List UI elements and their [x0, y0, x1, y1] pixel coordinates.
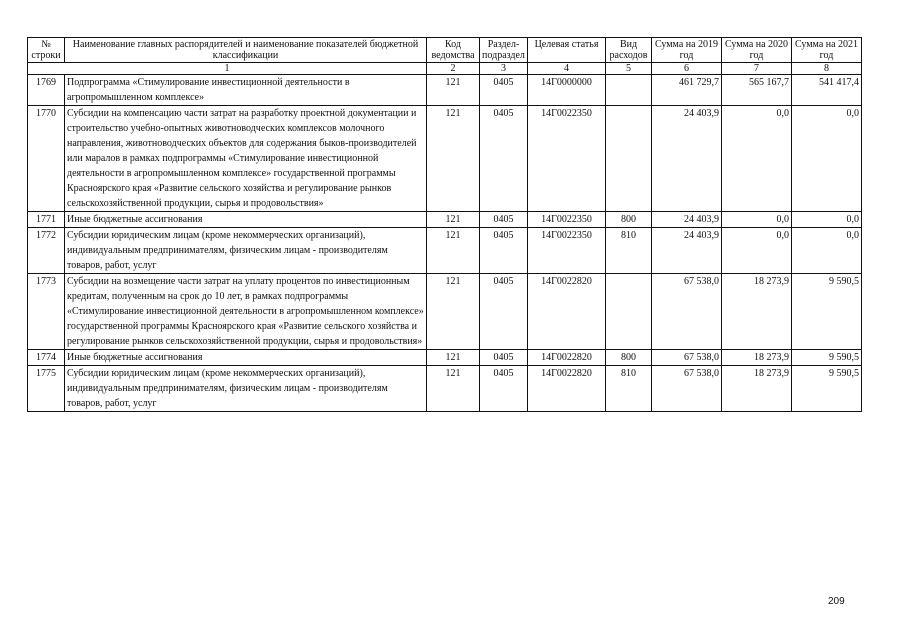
header-expense-type: Вид расходов — [606, 38, 652, 63]
column-number: 1 — [28, 63, 427, 75]
header-name: Наименование главных распорядителей и наименование показателей бюджетной классификации — [65, 38, 427, 63]
row-section: 0405 — [480, 212, 528, 228]
row-name: Подпрограмма «Стимулирование инвестиционной деятельности в агропромышленном комплексе» — [65, 75, 427, 106]
row-sum-2021: 9 590,5 — [792, 366, 862, 412]
row-number: 1774 — [28, 350, 65, 366]
row-sum-2020: 0,0 — [722, 106, 792, 212]
row-expense-type — [606, 106, 652, 212]
row-sum-2019: 24 403,9 — [652, 228, 722, 274]
row-name: Субсидии на компенсацию части затрат на разработку проектной документации и строительство учебно-опытных животноводческих комплексов молочного направления, животноводческих объектов для содержания быков-производителей или маралов в рамках подпрограммы «Стимулирование инвестиционной деятельности в агропромышленном комплексе» государственной программы Красноярского края «Развитие сельского хозяйства и регулирование рынков сельскохозяйственной продукции, сырья и продовольствия» — [65, 106, 427, 212]
budget-table-sheet — [27, 37, 861, 412]
row-department-code: 121 — [427, 212, 480, 228]
row-number: 1769 — [28, 75, 65, 106]
header-department-code: Код ведомства — [427, 38, 480, 63]
row-sum-2021: 9 590,5 — [792, 350, 862, 366]
row-number: 1775 — [28, 366, 65, 412]
row-section: 0405 — [480, 106, 528, 212]
row-sum-2020: 0,0 — [722, 212, 792, 228]
row-department-code: 121 — [427, 366, 480, 412]
row-sum-2019: 24 403,9 — [652, 212, 722, 228]
row-expense-type: 800 — [606, 350, 652, 366]
row-sum-2020: 18 273,9 — [722, 350, 792, 366]
table-header-row — [28, 38, 862, 63]
page-number: 209 — [828, 596, 845, 607]
row-sum-2019: 67 538,0 — [652, 274, 722, 350]
row-name: Иные бюджетные ассигнования — [65, 350, 427, 366]
row-target-article: 14Г0022350 — [528, 212, 606, 228]
table-row — [28, 274, 862, 350]
table-row — [28, 106, 862, 212]
row-department-code: 121 — [427, 106, 480, 212]
row-department-code: 121 — [427, 75, 480, 106]
row-section: 0405 — [480, 366, 528, 412]
column-number: 7 — [722, 63, 792, 75]
row-number: 1770 — [28, 106, 65, 212]
row-sum-2020: 0,0 — [722, 228, 792, 274]
row-expense-type: 810 — [606, 366, 652, 412]
row-sum-2019: 67 538,0 — [652, 366, 722, 412]
row-target-article: 14Г0022820 — [528, 274, 606, 350]
column-number: 5 — [606, 63, 652, 75]
header-section: Раздел-подраздел — [480, 38, 528, 63]
column-number: 3 — [480, 63, 528, 75]
table-row — [28, 366, 862, 412]
header-row-number: № строки — [28, 38, 65, 63]
row-expense-type: 800 — [606, 212, 652, 228]
row-expense-type — [606, 274, 652, 350]
table-row — [28, 75, 862, 106]
row-target-article: 14Г0000000 — [528, 75, 606, 106]
row-department-code: 121 — [427, 274, 480, 350]
row-sum-2020: 18 273,9 — [722, 366, 792, 412]
row-name: Иные бюджетные ассигнования — [65, 212, 427, 228]
header-target-article: Целевая статья — [528, 38, 606, 63]
header-sum-2019: Сумма на 2019 год — [652, 38, 722, 63]
row-number: 1773 — [28, 274, 65, 350]
column-number: 4 — [528, 63, 606, 75]
column-number: 2 — [427, 63, 480, 75]
table-row — [28, 212, 862, 228]
row-sum-2021: 541 417,4 — [792, 75, 862, 106]
row-number: 1771 — [28, 212, 65, 228]
column-number: 6 — [652, 63, 722, 75]
row-target-article: 14Г0022350 — [528, 106, 606, 212]
row-target-article: 14Г0022350 — [528, 228, 606, 274]
table-row — [28, 228, 862, 274]
row-target-article: 14Г0022820 — [528, 350, 606, 366]
row-department-code: 121 — [427, 350, 480, 366]
header-sum-2021: Сумма на 2021 год — [792, 38, 862, 63]
budget-table — [27, 37, 862, 412]
row-sum-2019: 67 538,0 — [652, 350, 722, 366]
row-name: Субсидии юридическим лицам (кроме некоммерческих организаций), индивидуальным предпринимателям, физическим лицам - производителям товаров, работ, услуг — [65, 366, 427, 412]
row-sum-2019: 24 403,9 — [652, 106, 722, 212]
column-number: 8 — [792, 63, 862, 75]
row-name: Субсидии на возмещение части затрат на уплату процентов по инвестиционным кредитам, полученным на срок до 10 лет, в рамках подпрограммы «Стимулирование инвестиционной деятельности в агропромышленном комплексе» государственной программы Красноярского края «Развитие сельского хозяйства и регулирование рынков сельскохозяйственной продукции, сырья и продовольствия» — [65, 274, 427, 350]
row-section: 0405 — [480, 228, 528, 274]
row-expense-type: 810 — [606, 228, 652, 274]
row-name: Субсидии юридическим лицам (кроме некоммерческих организаций), индивидуальным предпринимателям, физическим лицам - производителям товаров, работ, услуг — [65, 228, 427, 274]
row-section: 0405 — [480, 350, 528, 366]
row-section: 0405 — [480, 75, 528, 106]
row-sum-2020: 18 273,9 — [722, 274, 792, 350]
row-sum-2021: 9 590,5 — [792, 274, 862, 350]
row-sum-2020: 565 167,7 — [722, 75, 792, 106]
row-department-code: 121 — [427, 228, 480, 274]
row-sum-2021: 0,0 — [792, 106, 862, 212]
table-row — [28, 350, 862, 366]
header-sum-2020: Сумма на 2020 год — [722, 38, 792, 63]
row-sum-2021: 0,0 — [792, 212, 862, 228]
column-number-row — [28, 63, 862, 75]
row-number: 1772 — [28, 228, 65, 274]
row-section: 0405 — [480, 274, 528, 350]
row-target-article: 14Г0022820 — [528, 366, 606, 412]
row-expense-type — [606, 75, 652, 106]
row-sum-2021: 0,0 — [792, 228, 862, 274]
row-sum-2019: 461 729,7 — [652, 75, 722, 106]
